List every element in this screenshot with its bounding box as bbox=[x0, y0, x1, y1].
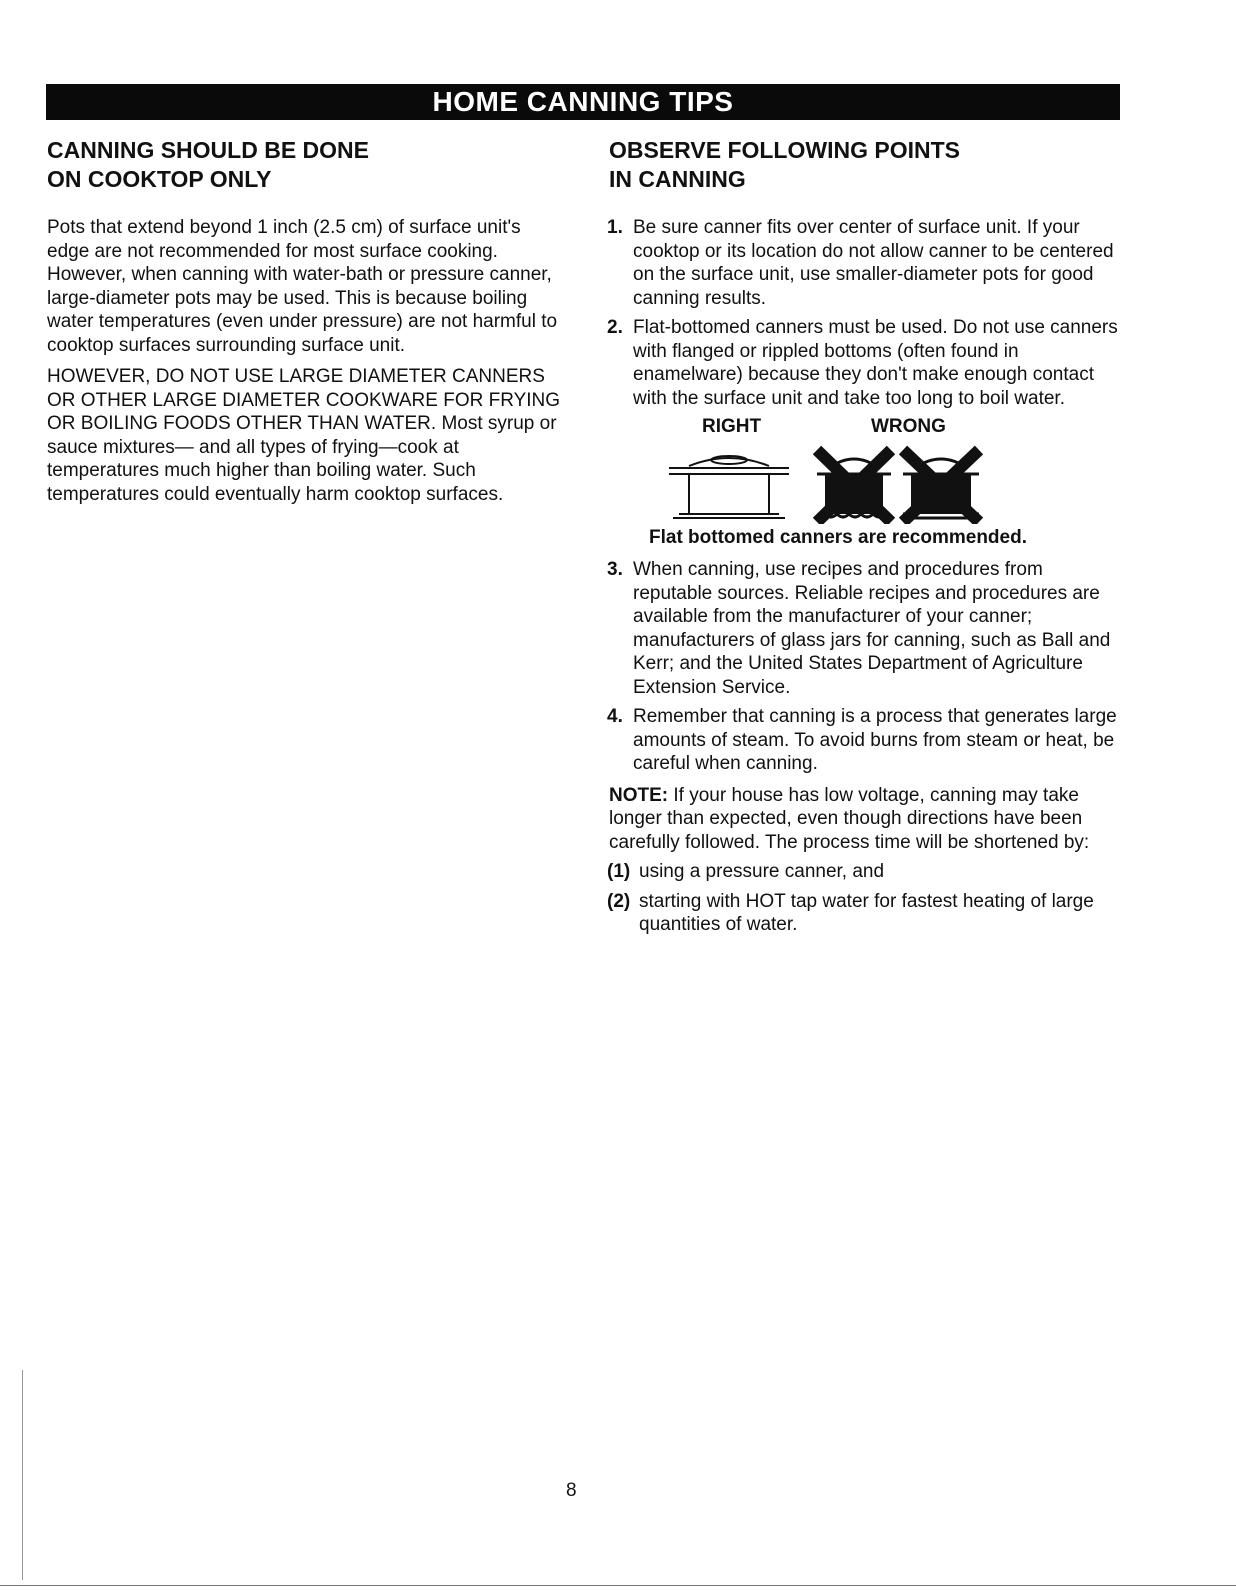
right-heading-line-1: OBSERVE FOLLOWING POINTS bbox=[609, 137, 960, 163]
list-item-text: Flat-bottomed canners must be used. Do not use canners with flanged or rippled bottoms (often found in enamelware) because they don't make enough contact with the surface unit and take too long to boil water. bbox=[633, 317, 1118, 409]
left-heading-line-2: ON COOKTOP ONLY bbox=[47, 166, 272, 192]
note-sub-list bbox=[609, 860, 1121, 937]
canner-figure bbox=[609, 416, 1121, 550]
sub-item-marker: (2) bbox=[607, 890, 631, 912]
list-item-text: When canning, use recipes and procedures from reputable sources. Reliable recipes and procedures are available from the manufacturer of your canner; manufacturers of glass jars for canning, such as Ball and Kerr; and the United States Department of Agriculture Extension Service. bbox=[633, 559, 1111, 698]
canning-points-list bbox=[609, 216, 1121, 410]
flat-bottom-canner-icon bbox=[669, 456, 789, 518]
figure-labels bbox=[609, 416, 1121, 444]
left-heading bbox=[47, 136, 567, 194]
sub-item-text: using a pressure canner, and bbox=[639, 861, 885, 882]
page-banner-title: HOME CANNING TIPS bbox=[46, 84, 1120, 120]
list-item-number: 4. bbox=[607, 706, 623, 727]
list-item bbox=[609, 705, 1121, 776]
wrong-canner-1-icon bbox=[817, 450, 891, 522]
left-column bbox=[47, 136, 567, 506]
scan-bottom-line bbox=[0, 1585, 1236, 1586]
list-item bbox=[609, 860, 1121, 884]
right-column bbox=[609, 136, 1121, 943]
list-item-number: 3. bbox=[607, 559, 623, 580]
list-item-number: 2. bbox=[607, 317, 623, 338]
list-item bbox=[609, 890, 1121, 937]
wrong-canner-2-icon bbox=[903, 450, 979, 522]
page-number: 8 bbox=[566, 1480, 577, 1501]
list-item bbox=[609, 316, 1121, 410]
list-item-text: Be sure canner fits over center of surface unit. If your cooktop or its location do not allow canner to be centered on the surface unit, use smaller-diameter pots for good canning results. bbox=[633, 217, 1114, 309]
canning-points-list-continued bbox=[609, 558, 1121, 776]
left-paragraph-1: Pots that extend beyond 1 inch (2.5 cm) of surface unit's edge are not recommended for most surface cooking. However, when canning with water-bath or pressure canner, large-diameter pots may be used. This is because boiling water temperatures (even under pressure) are not harmful to cooktop surfaces surrounding surface unit. bbox=[47, 217, 558, 356]
canner-illustration bbox=[659, 444, 999, 524]
list-item-text: Remember that canning is a process that generates large amounts of steam. To avoid burns from steam or heat, be careful when canning. bbox=[633, 706, 1117, 774]
scan-margin-line bbox=[22, 1370, 23, 1580]
list-item bbox=[609, 216, 1121, 310]
sub-item-text: starting with HOT tap water for fastest heating of large quantities of water. bbox=[639, 890, 1094, 935]
list-item-number: 1. bbox=[607, 217, 623, 238]
right-heading-line-2: IN CANNING bbox=[609, 166, 746, 192]
list-item bbox=[609, 558, 1121, 699]
sub-item-marker: (1) bbox=[607, 861, 631, 882]
note-text: If your house has low voltage, canning may take longer than expected, even though directions have been carefully followed. The process time will be shortened by: bbox=[609, 784, 1090, 853]
note-paragraph bbox=[609, 784, 1121, 855]
note-label: NOTE: bbox=[609, 784, 669, 806]
left-paragraph-2: HOWEVER, DO NOT USE LARGE DIAMETER CANNERS OR OTHER LARGE DIAMETER COOKWARE FOR FRYING OR BOILING FOODS OTHER THAN WATER. Most syrup or sauce mixtures— and all types of frying—cook at temperatures much higher than boiling water. Such temperatures could eventually harm cooktop surfaces. bbox=[47, 366, 561, 505]
right-heading bbox=[609, 136, 1121, 194]
right-label: RIGHT bbox=[702, 416, 762, 437]
figure-caption: Flat bottomed canners are recommended. bbox=[649, 527, 1027, 548]
left-heading-line-1: CANNING SHOULD BE DONE bbox=[47, 137, 370, 163]
wrong-label: WRONG bbox=[871, 416, 946, 437]
